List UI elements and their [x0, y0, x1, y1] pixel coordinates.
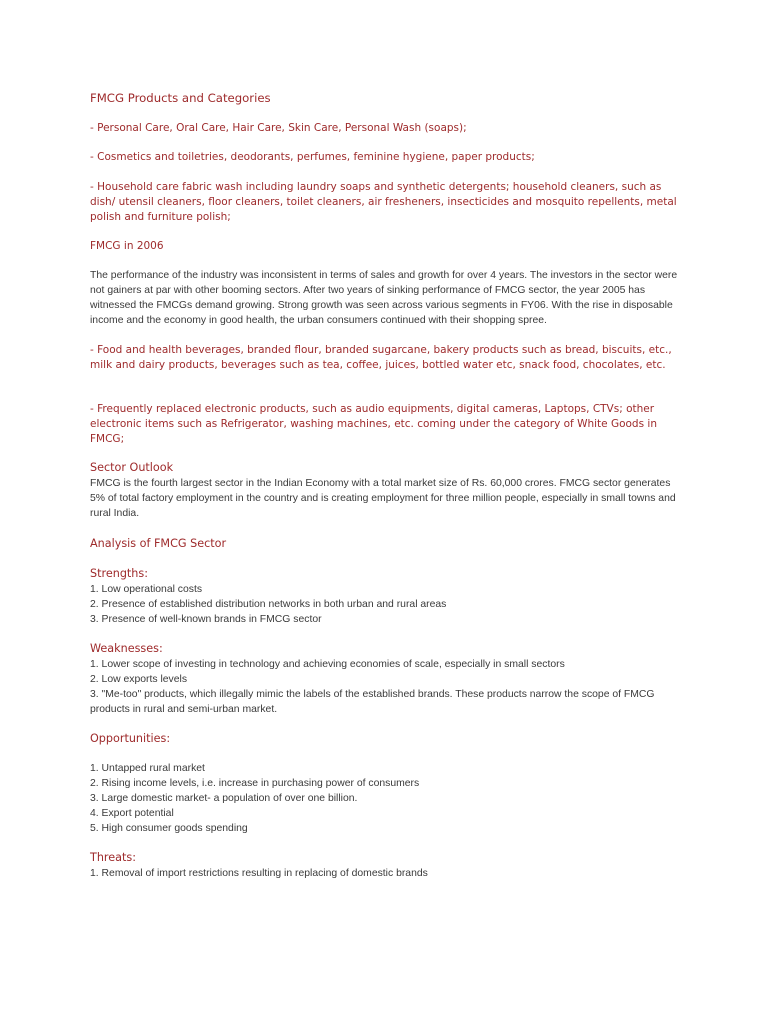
- opportunities-heading: Opportunities:: [90, 732, 171, 745]
- sector-outlook-paragraph: FMCG is the fourth largest sector in the Indian Economy with a total market size of Rs. 60,000 crores. FMCG sector generates 5% of total factory employment in the country and is creating employment for three million people, especially in small towns and rural India.: [90, 478, 676, 519]
- list-item: 4. Export potential: [90, 808, 174, 819]
- list-item: 3. "Me-too" products, which illegally mimic the labels of the established brands. These products narrow the scope of FMCG products in rural and semi-urban market.: [90, 689, 655, 715]
- list-item: 2. Low exports levels: [90, 674, 188, 685]
- list-item: 1. Lower scope of investing in technology and achieving economies of scale, especially in small sectors: [90, 659, 565, 670]
- list-item: 3. Large domestic market- a population of over one billion.: [90, 793, 358, 804]
- section-heading-fmcg-2006: FMCG in 2006: [90, 240, 164, 252]
- category-item: - Personal Care, Oral Care, Hair Care, Skin Care, Personal Wash (soaps);: [90, 122, 467, 134]
- threats-list: [90, 866, 680, 881]
- section-heading-analysis: Analysis of FMCG Sector: [90, 537, 227, 550]
- strengths-heading: Strengths:: [90, 567, 148, 580]
- product-item: - Food and health beverages, branded flour, branded sugarcane, bakery products such as bread, biscuits, etc., milk and dairy products, beverages such as tea, coffee, juices, bottled water etc, snack food, chocolates, etc.: [90, 344, 672, 371]
- category-item: - Cosmetics and toiletries, deodorants, perfumes, feminine hygiene, paper products;: [90, 151, 535, 163]
- weaknesses-list: [90, 657, 680, 717]
- list-item: 2. Rising income levels, i.e. increase in purchasing power of consumers: [90, 778, 420, 789]
- list-item: 3. Presence of well-known brands in FMCG sector: [90, 614, 322, 625]
- list-item: 5. High consumer goods spending: [90, 823, 248, 834]
- weaknesses-heading: Weaknesses:: [90, 642, 163, 655]
- list-item: 1. Untapped rural market: [90, 763, 205, 774]
- document-page: [90, 0, 680, 1024]
- category-item: - Household care fabric wash including laundry soaps and synthetic detergents; household cleaners, such as dish/ utensil cleaners, floor cleaners, toilet cleaners, air fresheners, insecticides and mosquito repellents, metal polish and furniture polish;: [90, 181, 677, 223]
- threats-heading: Threats:: [90, 851, 137, 864]
- list-item: 1. Low operational costs: [90, 584, 203, 595]
- opportunities-list: [90, 761, 680, 836]
- product-item: - Frequently replaced electronic products, such as audio equipments, digital cameras, Laptops, CTVs; other electronic items such as Refrigerator, washing machines, etc. coming under the category of White Goods in FMCG;: [90, 403, 657, 445]
- fmcg-2006-paragraph: The performance of the industry was inconsistent in terms of sales and growth for over 4 years. The investors in the sector were not gainers at par with other booming sectors. After two years of sinking performance of FMCG sector, the year 2005 has witnessed the FMCGs demand growing. Strong growth was seen across various segments in FY06. With the rise in disposable income and the economy in good health, the urban consumers continued with their shopping spree.: [90, 270, 678, 326]
- strengths-list: [90, 582, 680, 627]
- list-item: 1. Removal of import restrictions resulting in replacing of domestic brands: [90, 868, 428, 879]
- list-item: 2. Presence of established distribution networks in both urban and rural areas: [90, 599, 447, 610]
- page-title: FMCG Products and Categories: [90, 91, 271, 105]
- section-heading-sector-outlook: Sector Outlook: [90, 461, 174, 474]
